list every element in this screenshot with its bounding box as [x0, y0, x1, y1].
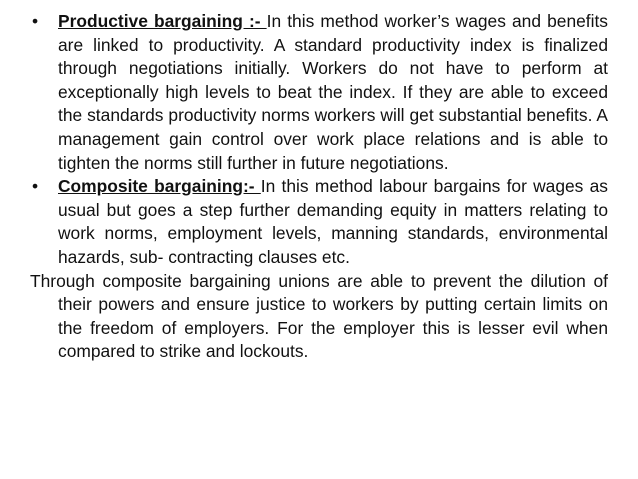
- slide-content: [30, 10, 608, 364]
- bullet-mark: •: [32, 176, 39, 197]
- term-composite-bargaining: Composite bargaining:-: [58, 176, 261, 197]
- term-productive-bargaining: Productive bargaining :-: [58, 11, 267, 31]
- description-productive-bargaining: In this method worker’s wages and benefits are linked to productivity. A standard productivity index is finalized through negotiations initially. Workers do not have to perform at exceptionally high levels to beat the index. If they are able to exceed the standards productivity norms workers will get substantial benefits. A management gain control over work place relations and is able to tighten the norms still further in future negotiations.: [58, 11, 609, 173]
- closing-paragraph: Through composite bargaining unions are able to prevent the dilution of their powers and ensure justice to workers by putting certain limits on the freedom of employers. For the employer this is lesser evil when compared to strike and lockouts.: [30, 270, 608, 362]
- bullet-composite-bargaining: [30, 175, 608, 269]
- bullet-mark: •: [32, 11, 39, 31]
- bullet-productive-bargaining: [30, 10, 608, 175]
- description-composite-bargaining: In this method labour bargains for wages as usual but goes a step further demanding equity in matters relating to work norms, employment levels, manning standards, environmental hazards, sub- contracting clauses etc.: [58, 176, 608, 267]
